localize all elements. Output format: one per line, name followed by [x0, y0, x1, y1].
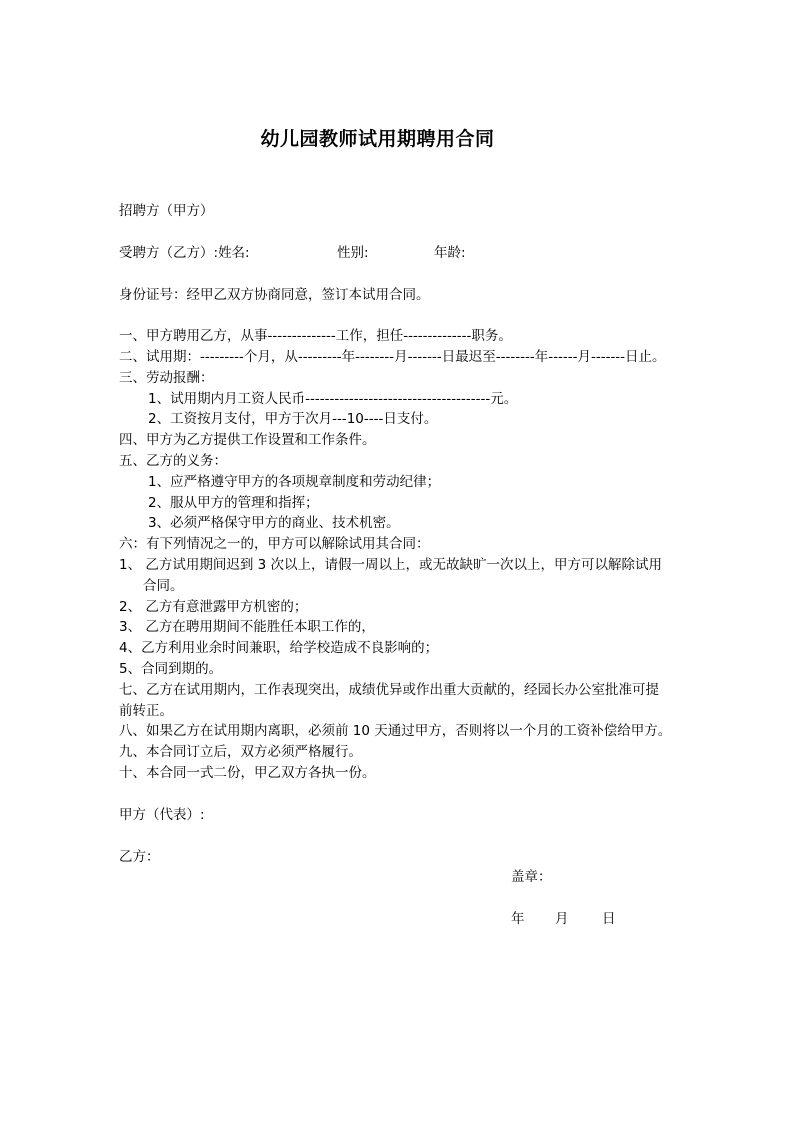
clause-5-item-1: 1、应严格遵守甲方的各项规章制度和劳动纪律； — [148, 474, 441, 490]
clause-6: 六：有下列情况之一的，甲方可以解除试用其合同： — [119, 536, 430, 552]
clause-5-item-3: 3、必须严格保守甲方的商业、技术机密。 — [148, 515, 400, 531]
gender-label: 性别: — [337, 245, 369, 261]
clause-1: 一、甲方聘用乙方，从事--------------工作，担任--------------职务。 — [119, 328, 512, 344]
clause-4: 四、甲方为乙方提供工作设置和工作条件。 — [119, 432, 376, 448]
clause-3-item-2: 2、工资按月支付，甲方于次月---10----日支付。 — [148, 411, 438, 427]
clause-5-item-2: 2、服从甲方的管理和指挥； — [148, 495, 319, 511]
clause-9: 九、本合同订立后，双方必须严格履行。 — [119, 744, 362, 760]
clause-3: 三、劳动报酬： — [119, 370, 214, 386]
age-label: 年龄: — [434, 245, 466, 261]
clause-6-item-3: 3、 乙方在聘用期间不能胜任本职工作的， — [119, 619, 375, 635]
party-a-header: 招聘方（甲方） — [119, 203, 214, 219]
clause-5: 五、乙方的义务： — [119, 453, 227, 469]
id-line: 身份证号：经甲乙双方协商同意，签订本试用合同。 — [119, 287, 430, 303]
date-line — [511, 910, 616, 928]
clause-6-item-1: 1、 乙方试用期间迟到 3 次以上，请假一周以上，或无故缺旷一次以上，甲方可以解除试用 — [119, 557, 663, 573]
clause-6-item-4: 4、乙方利用业余时间兼职，给学校造成不良影响的； — [119, 640, 439, 656]
clause-6-item-1-cont: 合同。 — [143, 578, 184, 594]
month-label: 月 — [555, 911, 569, 927]
clause-8: 八、如果乙方在试用期内离职，必须前 10 天通过甲方，否则将以一个月的工资补偿给甲方。 — [119, 723, 672, 739]
clause-6-item-2: 2、 乙方有意泄露甲方机密的； — [119, 599, 308, 615]
seal-label: 盖章： — [511, 869, 552, 885]
day-label: 日 — [602, 911, 616, 927]
clause-2: 二、试用期：---------个月，从---------年--------月-------日最迟至--------年------月-------日止。 — [119, 349, 666, 365]
party-b-label: 受聘方（乙方）: — [119, 245, 219, 261]
party-b-line — [119, 244, 466, 262]
document-title: 幼儿园教师试用期聘用合同 — [260, 128, 495, 150]
name-label: 姓名: — [218, 245, 250, 261]
clause-3-item-1: 1、试用期内月工资人民币--------------------------------------元。 — [148, 391, 518, 407]
clause-7: 七、乙方在试用期内，工作表现突出，成绩优异或作出重大贡献的，经园长办公室批准可提 — [119, 682, 659, 698]
clause-6-item-5: 5、合同到期的。 — [119, 661, 223, 677]
party-a-signature: 甲方（代表）: — [119, 807, 205, 823]
year-label: 年 — [511, 911, 525, 927]
party-b-signature: 乙方： — [119, 849, 160, 865]
clause-10: 十、本合同一式二份，甲乙双方各执一份。 — [119, 765, 376, 781]
clause-7-cont: 前转正。 — [119, 703, 173, 719]
